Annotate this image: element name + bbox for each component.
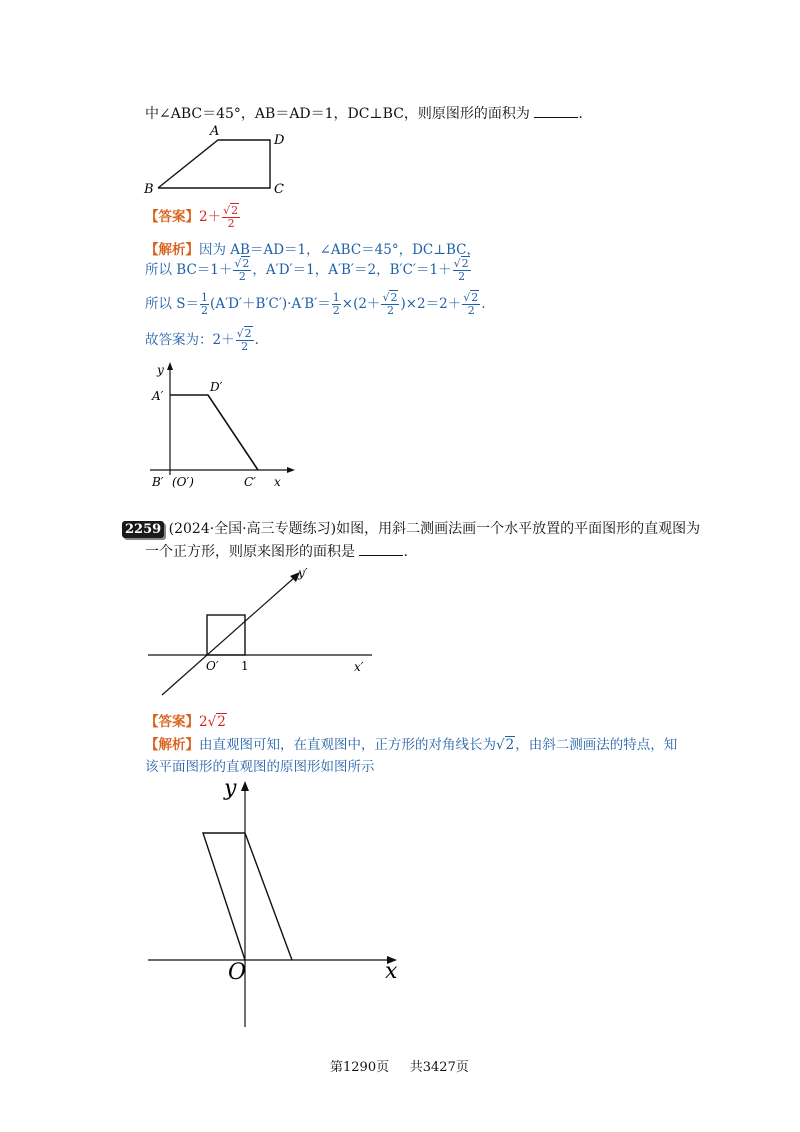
analysis2-text1b: ，由斜二测画法的特点，知 bbox=[515, 737, 678, 753]
footer-page: 第1290页 bbox=[330, 1060, 390, 1075]
line4-frac: $\frac{√2}{2}$ bbox=[236, 327, 252, 353]
fig2-label-x: x bbox=[274, 475, 281, 489]
answer2-tag: 【答案】 bbox=[145, 714, 199, 730]
fig2-label-D: D′ bbox=[210, 380, 223, 394]
problem-number: 2259 bbox=[122, 521, 164, 538]
line4-a: 故答案为：2＋ bbox=[145, 332, 235, 348]
x-axis-arrow bbox=[287, 467, 295, 473]
answer2-value: 2√2 bbox=[199, 714, 226, 730]
answer2-coef: 2 bbox=[199, 714, 208, 730]
line4-frac-num: 2 bbox=[244, 327, 252, 341]
trapezoid-shape bbox=[158, 140, 270, 188]
problem2-stem-text1: (2024·全国·高三专题练习)如图，用斜二测画法画一个水平放置的平面图形的直观图为 bbox=[168, 521, 701, 537]
answer1-frac-den: 2 bbox=[227, 217, 235, 230]
fig3-label-one: 1 bbox=[241, 659, 249, 673]
line3-frac4: $\frac{√2}{2}$ bbox=[463, 291, 479, 317]
analysis1-line4 bbox=[145, 328, 259, 353]
label-C: C bbox=[274, 182, 284, 197]
line3-half1 bbox=[200, 292, 209, 316]
analysis2-rad: 2 bbox=[505, 737, 515, 753]
y-axis-arrow bbox=[167, 362, 173, 370]
label-A: A bbox=[210, 124, 220, 139]
fig4-label-y: y bbox=[224, 776, 237, 801]
fig2-label-B: B′ bbox=[152, 475, 164, 489]
label-B: B bbox=[144, 182, 154, 197]
half1-den: 2 bbox=[201, 304, 209, 317]
fig3-label-x: x′ bbox=[354, 660, 364, 674]
line4-b: . bbox=[254, 332, 259, 348]
analysis2-text2: 该平面图形的直观图的原图形如图所示 bbox=[145, 759, 375, 775]
line2-frac2: $\frac{√2}{2}$ bbox=[453, 257, 469, 283]
fig3-label-O: O′ bbox=[206, 659, 219, 673]
problem1-stem-text: 中∠ABC＝45°，AB＝AD＝1，DC⊥BC，则原图形的面积为 bbox=[145, 106, 530, 122]
line2-a: 所以 BC＝1＋ bbox=[145, 262, 233, 278]
line3-b: (A′D′＋B′C′)·A′B′＝ bbox=[210, 296, 331, 312]
trapezoid-figure bbox=[140, 120, 300, 200]
parallelogram-shape bbox=[203, 833, 292, 960]
problem2-stem-text2: 一个正方形，则原来图形的面积是 bbox=[145, 544, 355, 560]
footer-total: 共3427页 bbox=[409, 1060, 469, 1075]
label-D: D bbox=[274, 133, 285, 148]
analysis1-line3 bbox=[145, 292, 486, 317]
original-figure-1 bbox=[140, 360, 310, 495]
stem-period: . bbox=[578, 106, 583, 122]
line3-half2 bbox=[332, 292, 341, 316]
fig2-label-y: y bbox=[157, 363, 164, 377]
line3-d: )×2＝2＋ bbox=[400, 296, 462, 312]
answer-blank-2 bbox=[359, 543, 403, 556]
line4-frac-den: 2 bbox=[241, 340, 249, 353]
line2-frac2-den: 2 bbox=[458, 270, 466, 283]
answer1-value bbox=[199, 204, 241, 230]
half2-num: 1 bbox=[332, 291, 340, 305]
fig4-label-x: x bbox=[385, 959, 398, 984]
answer-tag: 【答案】 bbox=[145, 209, 199, 225]
line3-frac3-den: 2 bbox=[386, 304, 394, 317]
analysis2-text1a: 由直观图可知，在直观图中，正方形的对角线长为 bbox=[199, 737, 496, 753]
answer2-rad: 2 bbox=[217, 714, 226, 730]
analysis1-line1 bbox=[145, 238, 480, 258]
original-figure-2 bbox=[140, 775, 410, 1035]
answer1-int: 2＋ bbox=[199, 209, 222, 225]
line3-a: 所以 S＝ bbox=[145, 296, 200, 312]
y-axis-arrow-2 bbox=[241, 781, 249, 791]
fig2-label-A: A′ bbox=[152, 389, 164, 403]
line3-frac4-num: 2 bbox=[471, 291, 479, 305]
analysis1-line2 bbox=[145, 258, 472, 283]
line3-e: . bbox=[481, 296, 486, 312]
line3-frac3: $\frac{√2}{2}$ bbox=[382, 291, 398, 317]
half2-den: 2 bbox=[332, 304, 340, 317]
line3-c: ×(2＋ bbox=[341, 296, 381, 312]
fig4-label-O: O bbox=[228, 960, 247, 985]
fig2-label-C: C′ bbox=[244, 475, 256, 489]
half1-num: 1 bbox=[201, 291, 209, 305]
analysis-tag: 【解析】 bbox=[145, 242, 199, 258]
fig3-label-y: y′ bbox=[298, 566, 308, 580]
line2-frac1: $\frac{√2}{2}$ bbox=[234, 257, 250, 283]
line2-frac1-num: 2 bbox=[242, 257, 250, 271]
shape-outline bbox=[170, 395, 258, 470]
answer1-frac-num: 2 bbox=[231, 204, 239, 218]
y-prime-axis bbox=[162, 577, 295, 695]
answer2 bbox=[145, 710, 227, 730]
line2-frac2-num: 2 bbox=[461, 257, 469, 271]
intuitive-figure bbox=[140, 558, 380, 703]
analysis1-text1: 因为 AB＝AD＝1，∠ABC＝45°，DC⊥BC， bbox=[199, 242, 480, 258]
square-shape bbox=[207, 615, 245, 655]
answer1-frac: $\frac{√2}{2}$ bbox=[223, 204, 239, 230]
page-footer bbox=[330, 1056, 469, 1075]
line3-frac4-den: 2 bbox=[467, 304, 475, 317]
line2-frac1-den: 2 bbox=[238, 270, 246, 283]
line2-b: ，A′D′＝1，A′B′＝2，B′C′＝1＋ bbox=[252, 262, 452, 278]
analysis2-line1: 【解析】由直观图可知，在直观图中，正方形的对角线长为√2，由斜二测画法的特点，知 bbox=[145, 737, 678, 753]
line3-frac3-num: 2 bbox=[390, 291, 398, 305]
analysis2-tag: 【解析】 bbox=[145, 737, 199, 753]
fig2-label-O: (O′) bbox=[172, 475, 194, 489]
analysis2-line2 bbox=[145, 755, 375, 775]
stem2-period: . bbox=[403, 544, 408, 560]
problem2-stem-line1 bbox=[122, 518, 700, 538]
answer1 bbox=[145, 205, 241, 230]
answer-blank bbox=[534, 105, 578, 118]
